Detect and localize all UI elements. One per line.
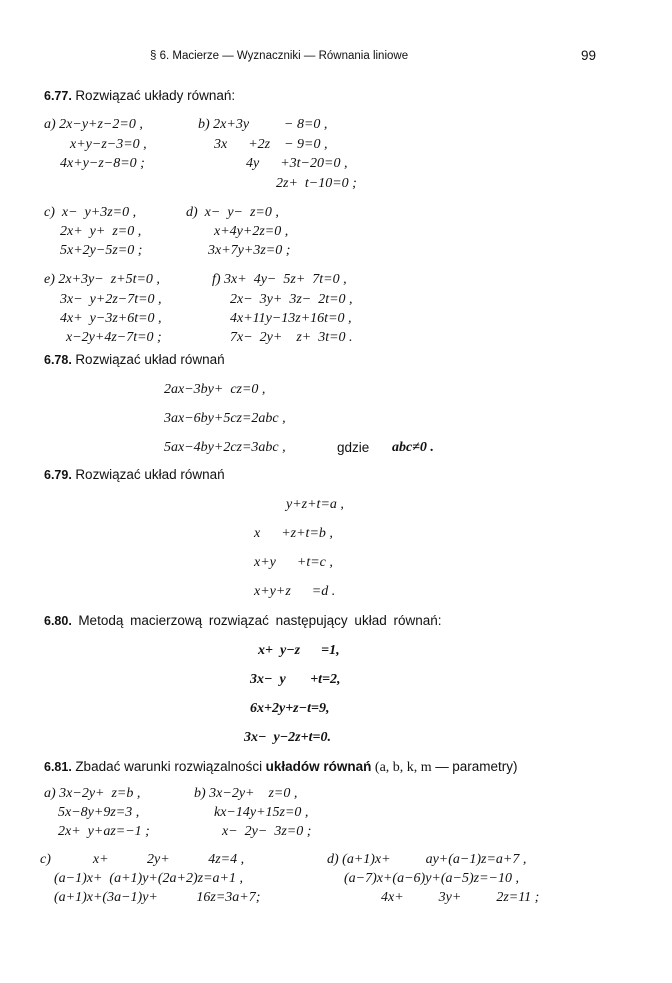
- eq-6-79-3: x+y +t=c ,: [254, 555, 333, 570]
- eq-6-79-4: x+y+z =d .: [254, 584, 336, 599]
- system-681a-eq3: 2x+ y+az=−1 ;: [58, 824, 150, 839]
- system-f-eq3: 4x+11y−13z+16t=0 ,: [230, 311, 352, 326]
- system-f-eq2: 2x− 3y+ 3z− 2t=0 ,: [230, 292, 353, 307]
- eq-6-80-3: 6x+2y+z−t=9,: [250, 701, 330, 716]
- system-e-eq4: x−2y+4z−7t=0 ;: [66, 330, 162, 345]
- problem-text: Rozwiązać układ równań: [75, 352, 225, 367]
- problem-number: 6.77.: [44, 89, 72, 103]
- system-b-eq4: 2z+ t−10=0 ;: [276, 176, 357, 191]
- dash: —: [435, 759, 449, 774]
- problem-text-a: Zbadać warunki rozwiązalności: [75, 759, 263, 774]
- eq-6-79-1: y+z+t=a ,: [286, 497, 344, 512]
- problem-6-80-heading: [44, 613, 442, 630]
- problem-6-79-heading: [44, 467, 225, 484]
- system-681c-eq3: (a+1)x+(3a−1)y+ 16z=3a+7;: [54, 890, 261, 905]
- problem-text-b: układów równań: [265, 759, 372, 774]
- problem-6-81-heading: [44, 759, 517, 776]
- system-c-eq1: c) x− y+3z=0 ,: [44, 205, 137, 220]
- system-f-eq1: f) 3x+ 4y− 5z+ 7t=0 ,: [212, 272, 347, 287]
- system-a-eq3: 4x+y−z−8=0 ;: [60, 156, 145, 171]
- system-e-eq2: 3x− y+2z−7t=0 ,: [60, 292, 162, 307]
- eq-6-80-1: x+ y−z =1,: [258, 643, 340, 658]
- system-681c-eq1: c) x+ 2y+ 4z=4 ,: [40, 852, 245, 867]
- condition: abc≠0 .: [392, 440, 434, 455]
- system-681a-eq1: a) 3x−2y+ z=b ,: [44, 786, 141, 801]
- eq-6-78-2: 3ax−6by+5cz=2abc ,: [164, 411, 286, 426]
- system-f-eq4: 7x− 2y+ z+ 3t=0 .: [230, 330, 353, 345]
- eq-6-80-4: 3x− y−2z+t=0.: [244, 730, 331, 745]
- problem-number: 6.79.: [44, 468, 72, 482]
- system-d-eq1: d) x− y− z=0 ,: [186, 205, 279, 220]
- system-a-eq1: a) 2x−y+z−2=0 ,: [44, 117, 143, 132]
- system-681d-eq2: (a−7)x+(a−6)y+(a−5)z=−10 ,: [344, 871, 519, 886]
- eq-6-80-2: 3x− y +t=2,: [250, 672, 341, 687]
- eq-6-79-2: x +z+t=b ,: [254, 526, 333, 541]
- system-681b-eq2: kx−14y+15z=0 ,: [214, 805, 309, 820]
- system-681b-eq1: b) 3x−2y+ z=0 ,: [194, 786, 298, 801]
- system-e-eq3: 4x+ y−3z+6t=0 ,: [60, 311, 162, 326]
- problem-number: 6.80.: [44, 614, 72, 628]
- system-c-eq3: 5x+2y−5z=0 ;: [60, 243, 143, 258]
- eq-6-78-1: 2ax−3by+ cz=0 ,: [164, 382, 266, 397]
- system-681b-eq3: x− 2y− 3z=0 ;: [222, 824, 312, 839]
- system-d-eq2: x+4y+2z=0 ,: [214, 224, 289, 239]
- problem-text: Rozwiązać układy równań:: [75, 88, 236, 103]
- problem-text: Metodą macierzową rozwiązać następujący układ równań:: [78, 613, 442, 628]
- system-681d-eq3: 4x+ 3y+ 2z=11 ;: [381, 890, 540, 905]
- parameters-list: (a, b, k, m: [374, 760, 432, 775]
- system-681a-eq2: 5x−8y+9z=3 ,: [58, 805, 140, 820]
- page-number: 99: [581, 48, 597, 63]
- problem-number: 6.81.: [44, 760, 72, 774]
- where-word: gdzie: [337, 440, 370, 455]
- eq-6-78-3: 5ax−4by+2cz=3abc ,: [164, 440, 286, 455]
- problem-text: Rozwiązać układ równań: [75, 467, 225, 482]
- system-e-eq1: e) 2x+3y− z+5t=0 ,: [44, 272, 160, 287]
- system-d-eq3: 3x+7y+3z=0 ;: [208, 243, 291, 258]
- system-681d-eq1: d) (a+1)x+ ay+(a−1)z=a+7 ,: [327, 852, 527, 867]
- system-b-eq2: 3x +2z − 9=0 ,: [214, 137, 328, 152]
- parameters-word: parametry): [452, 759, 518, 774]
- system-b-eq3: 4y +3t−20=0 ,: [246, 156, 348, 171]
- system-b-eq1: b) 2x+3y − 8=0 ,: [198, 117, 328, 132]
- running-header: § 6. Macierze — Wyznaczniki — Równania liniowe: [150, 50, 409, 62]
- system-681c-eq2: (a−1)x+ (a+1)y+(2a+2)z=a+1 ,: [54, 871, 243, 886]
- system-c-eq2: 2x+ y+ z=0 ,: [60, 224, 142, 239]
- system-a-eq2: x+y−z−3=0 ,: [70, 137, 147, 152]
- problem-6-77-heading: [44, 88, 235, 105]
- problem-number: 6.78.: [44, 353, 72, 367]
- problem-6-78-heading: [44, 352, 225, 369]
